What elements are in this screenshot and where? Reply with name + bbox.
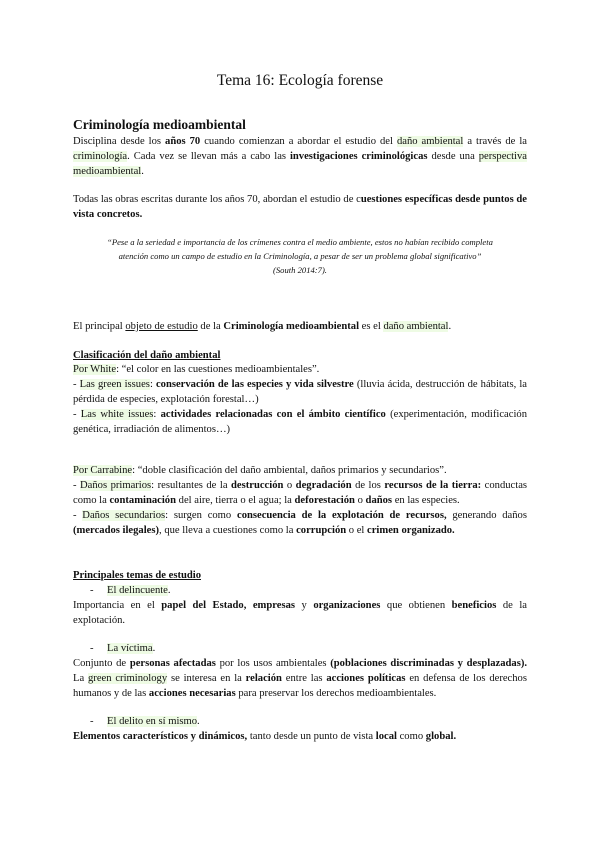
- text-run: Todas las obras escritas durante los años 70, abordan el estudio de c: [73, 194, 361, 205]
- highlighted-text: Las green issues: [79, 379, 150, 390]
- bold-text: papel del Estado, empresas: [161, 600, 296, 611]
- text-run: -: [73, 379, 80, 390]
- text-run: -: [73, 480, 81, 491]
- document-title: Tema 16: Ecología forense: [216, 72, 384, 89]
- bold-text: actividades relacionadas con el ámbito científico: [160, 409, 386, 420]
- bold-text: investigaciones criminológicas: [289, 151, 428, 163]
- highlighted-text: daño ambiental: [396, 136, 464, 147]
- text-run: tanto desde un punto de vista: [247, 731, 376, 742]
- text-run: :: [149, 379, 156, 390]
- highlighted-text: Por White: [73, 364, 117, 375]
- bold-text: crimen organizado.: [367, 525, 455, 537]
- text-run: . Cada vez se llevan más a cabo las: [127, 151, 290, 163]
- bold-text: degradación: [295, 480, 352, 491]
- quote-line: “Pese a la seriedad e importancia de los crímenes contra el medio ambiente, estos no habían recibido completa: [107, 237, 493, 247]
- bold-text: consecuencia de la explotación de recursos,: [237, 510, 447, 521]
- bold-text: contaminación: [109, 495, 176, 507]
- bold-text: (poblaciones discriminadas y desplazadas).: [330, 658, 527, 669]
- text-run: , que lleva a cuestiones como la: [159, 525, 297, 537]
- text-run: que obtienen: [380, 600, 452, 611]
- text-run: se interesa en la: [167, 673, 246, 685]
- text-run: Importancia en el: [73, 600, 162, 611]
- text-run: generando daños: [446, 510, 527, 521]
- bold-text: uestiones específicas desde puntos de vista concretos.: [73, 194, 527, 221]
- text-run: -: [73, 510, 83, 521]
- highlighted-text: Por Carrabine: [73, 465, 133, 476]
- bold-text: (mercados ilegales): [73, 525, 160, 537]
- text-run: de la explotación.: [73, 600, 527, 627]
- highlighted-text: criminología: [73, 151, 128, 163]
- bold-text: Principales temas de estudio: [73, 570, 201, 581]
- highlighted-text: green criminology: [88, 673, 168, 685]
- bold-text: Clasificación del daño ambiental: [73, 350, 221, 361]
- highlighted-text: El delincuente: [107, 585, 168, 596]
- bold-text: daños: [365, 495, 393, 507]
- text-run: por los usos ambientales: [215, 658, 331, 669]
- text-run: .: [152, 643, 156, 654]
- bold-text: organizaciones: [313, 600, 381, 611]
- highlighted-text: Daños secundarios: [82, 510, 166, 521]
- highlighted-text: perspectiva medioambiental: [73, 151, 527, 178]
- text-run: : surgen como: [165, 510, 237, 521]
- text-run: conductas como la: [73, 480, 528, 507]
- bold-text: acciones políticas: [326, 673, 406, 685]
- list-dash: -: [90, 585, 94, 596]
- text-run: de la: [197, 321, 224, 332]
- paragraph-intro: [73, 134, 527, 180]
- bold-text: deforestación: [294, 495, 355, 507]
- bold-text: local: [375, 731, 397, 742]
- text-run: : “el color en las cuestiones medioambientales”.: [116, 364, 320, 375]
- paragraph-objeto: [73, 319, 527, 334]
- text-run: para preservar los derechos medioambientales.: [235, 688, 437, 700]
- list-item-delito: [73, 714, 561, 729]
- text-run: .: [141, 166, 144, 178]
- text-run: o: [354, 495, 366, 507]
- paragraph-carrabine: [73, 463, 527, 478]
- highlighted-text: La víctima: [107, 643, 153, 654]
- text-run: (lluvia ácida, destrucción de hábitats, la pérdida de especies, explotación forestal…): [73, 379, 527, 406]
- text-run: objeto de estudio: [125, 321, 198, 332]
- text-run: a través de la: [463, 136, 527, 147]
- text-run: entre las: [281, 673, 327, 685]
- text-run: -: [73, 409, 81, 420]
- bold-text: recursos de la tierra:: [384, 480, 482, 491]
- quote-line: atención como un campo de estudio en la Criminología, a pesar de ser un problema global significativo”: [118, 251, 482, 261]
- paragraph-delito: [73, 729, 527, 744]
- subheading-clasificacion: [73, 348, 527, 363]
- bold-text: corrupción: [296, 525, 347, 537]
- paragraph-victima: [73, 656, 527, 702]
- list-dash: -: [90, 643, 94, 654]
- block-quote: [73, 235, 527, 277]
- section-heading: Criminología medioambiental: [73, 117, 246, 132]
- text-run: : “doble clasificación del daño ambiental, daños primarios y secundarios”.: [132, 465, 447, 476]
- bold-text: personas afectadas: [129, 658, 216, 669]
- paragraph-white-issues: [73, 407, 527, 437]
- text-run: .: [448, 321, 452, 332]
- paragraph-obras: [73, 192, 527, 222]
- highlighted-text: El delito en sí mismo: [107, 716, 198, 727]
- text-run: del aire, tierra o el agua; la: [176, 495, 295, 507]
- list-item-victima: [73, 641, 561, 656]
- list-item-delincuente: [73, 583, 561, 598]
- text-run: .: [167, 585, 171, 596]
- paragraph-white: [73, 362, 527, 377]
- text-run: (experimentación, modificación genética, irradiación de alimentos…): [73, 409, 527, 436]
- text-run: en las especies.: [392, 495, 460, 507]
- paragraph-primarios: [73, 478, 527, 508]
- text-run: y: [295, 600, 314, 611]
- text-run: : resultantes de la: [151, 480, 232, 491]
- highlighted-text: daño ambiental: [383, 321, 449, 332]
- bold-text: acciones necesarias: [148, 688, 236, 700]
- paragraph-delincuente: [73, 598, 527, 628]
- list-dash: -: [90, 716, 94, 727]
- bold-text: global.: [425, 731, 457, 742]
- paragraph-green-issues: [73, 377, 527, 407]
- bold-text: destrucción: [231, 480, 284, 491]
- text-run: El principal: [73, 321, 126, 332]
- text-run: es el: [359, 321, 384, 332]
- text-run: o el: [346, 525, 368, 537]
- subheading-temas: [73, 568, 527, 583]
- highlighted-text: Las white issues: [80, 409, 154, 420]
- paragraph-secundarios: [73, 508, 527, 538]
- text-run: o: [283, 480, 296, 491]
- text-run: cuando comienzan a abordar el estudio del: [200, 136, 397, 147]
- text-run: :: [153, 409, 161, 420]
- bold-text: conservación de las especies y vida silvestre: [155, 379, 354, 390]
- bold-text: Criminología medioambiental: [223, 321, 360, 332]
- text-run: Disciplina desde los: [73, 136, 166, 147]
- text-run: Conjunto de: [73, 658, 130, 669]
- bold-text: Elementos característicos y dinámicos,: [73, 731, 248, 742]
- bold-text: beneficios: [451, 600, 497, 611]
- text-run: La: [73, 673, 88, 685]
- text-run: como: [396, 731, 426, 742]
- quote-citation: (South 2014:7).: [273, 265, 327, 275]
- highlighted-text: Daños primarios: [80, 480, 152, 491]
- bold-text: relación: [245, 673, 282, 685]
- bold-text: años 70: [165, 136, 201, 147]
- text-run: desde una: [427, 151, 479, 163]
- text-run: .: [197, 716, 200, 727]
- text-run: de los: [351, 480, 385, 491]
- text-run: en defensa de los derechos humanos y de las: [73, 673, 527, 700]
